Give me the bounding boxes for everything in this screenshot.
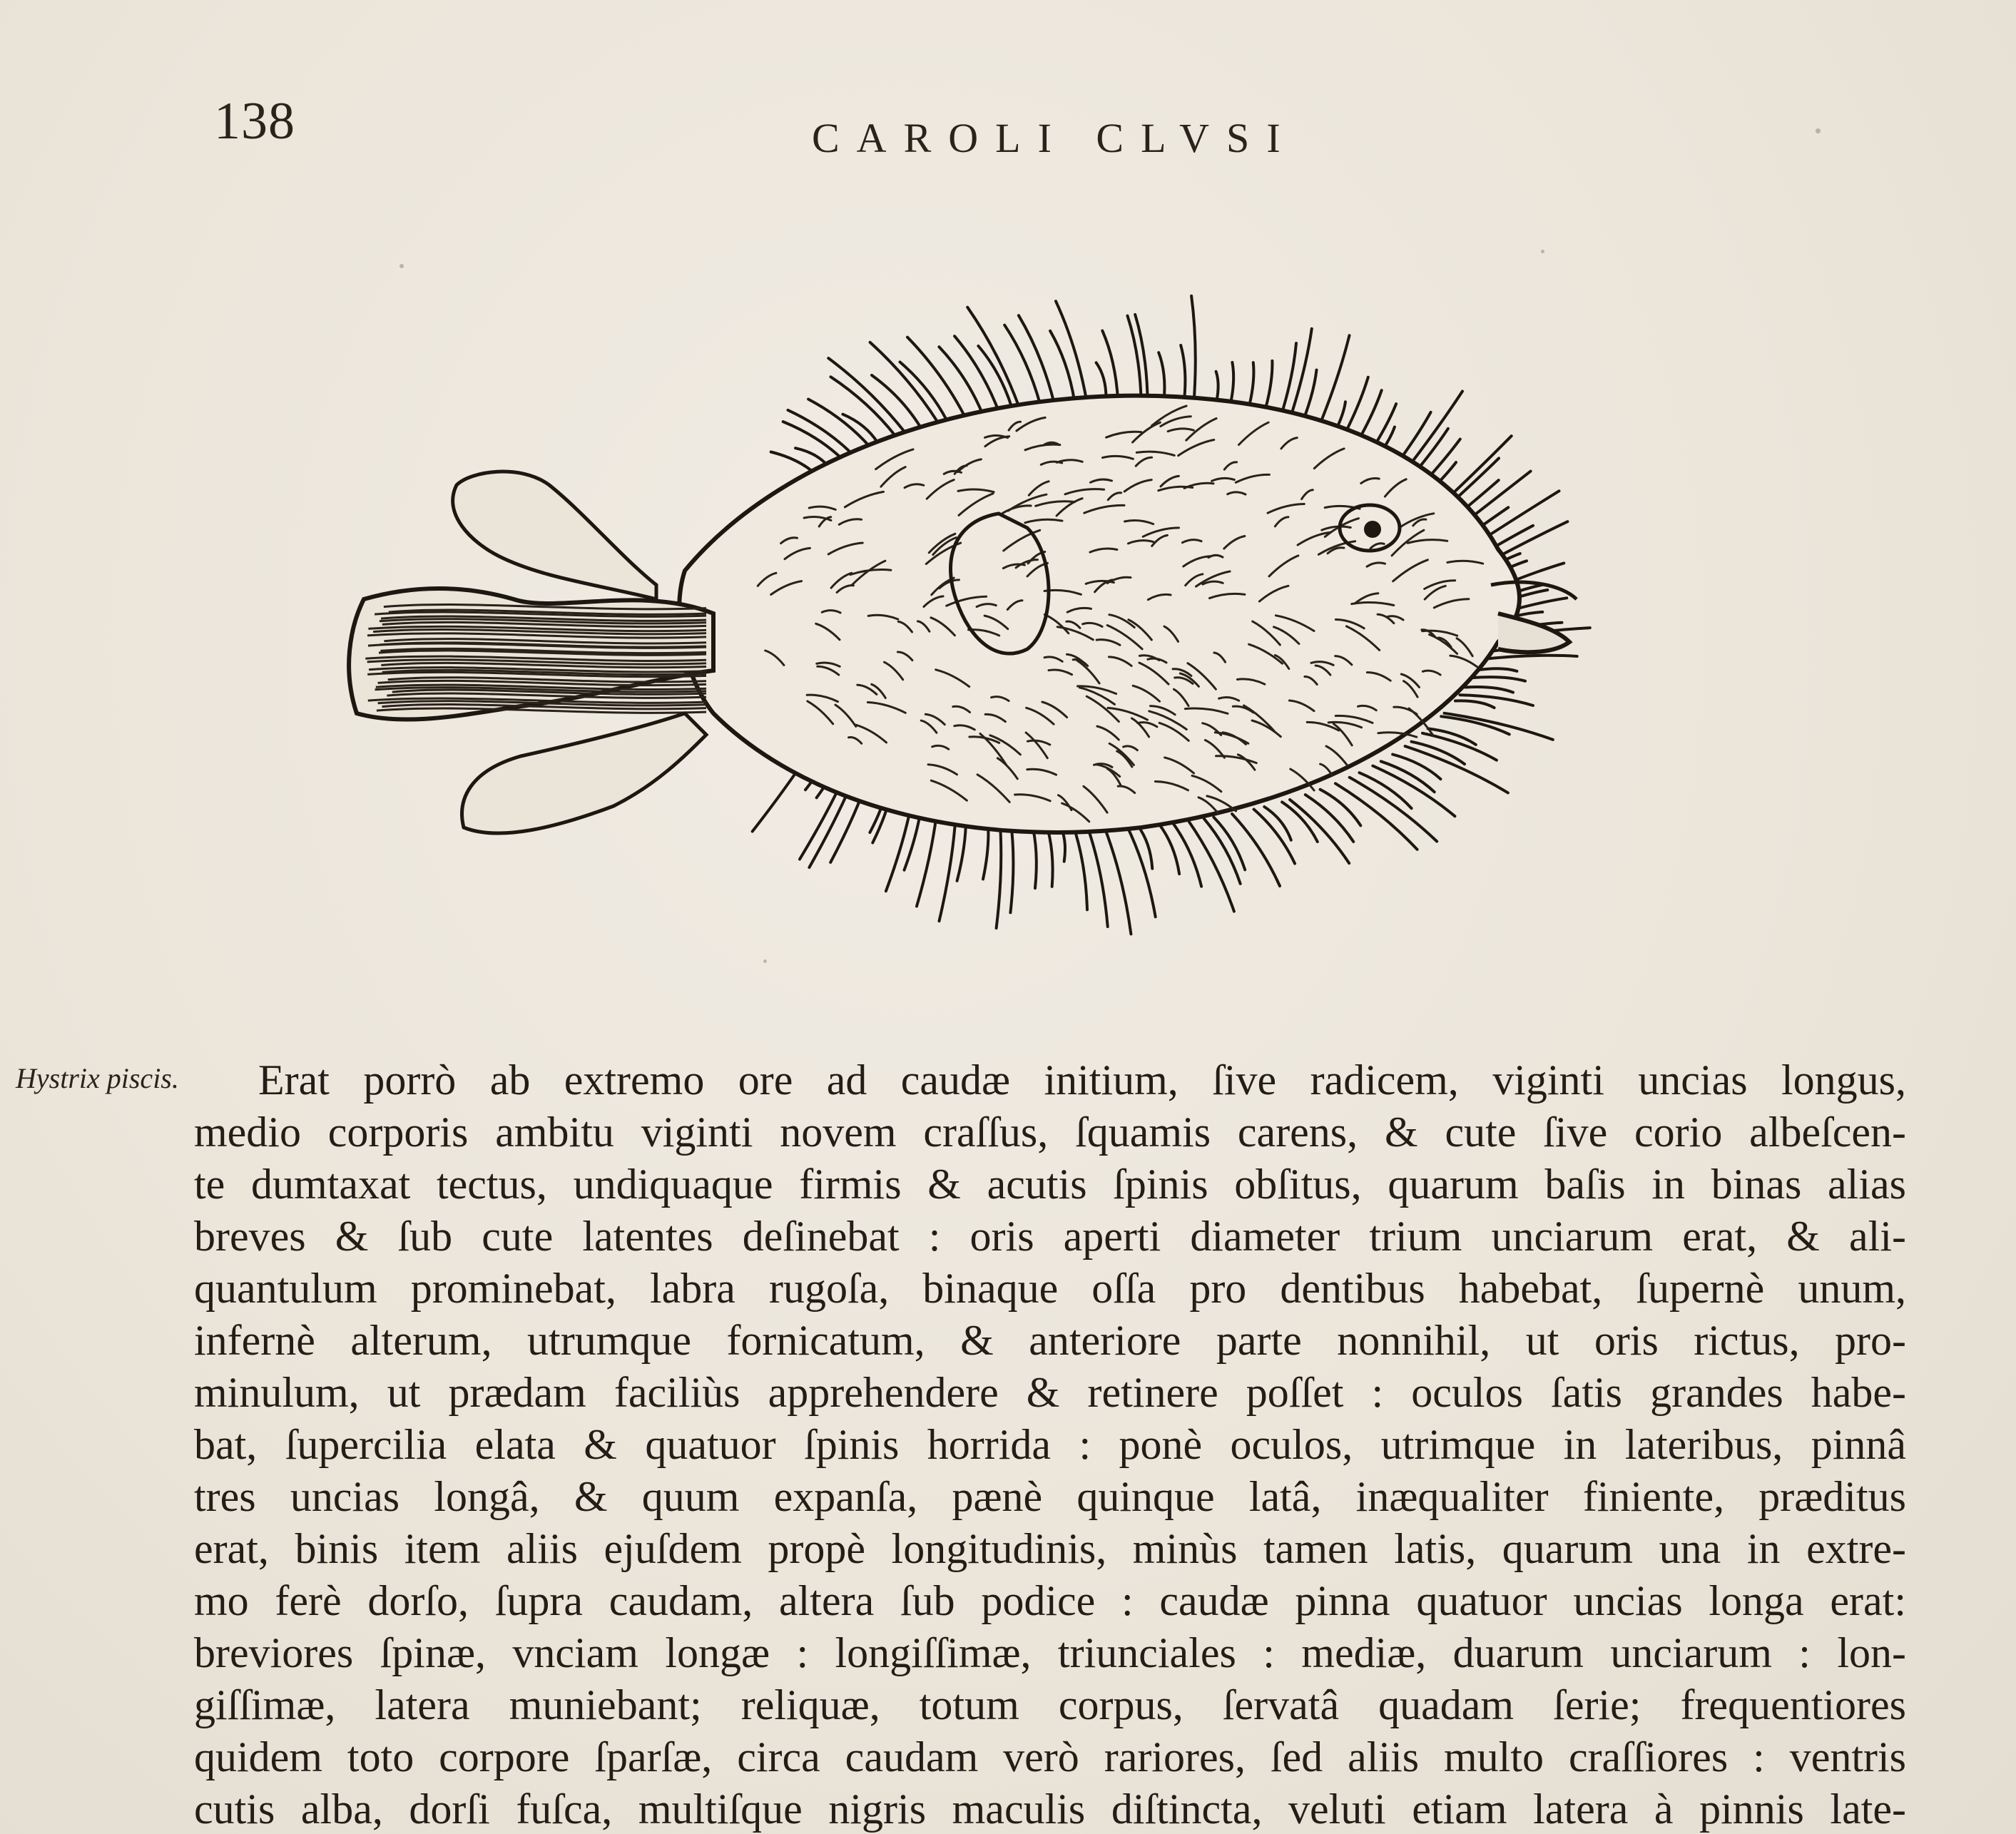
- paper-speck: [1816, 128, 1821, 133]
- text-line: te dumtaxat tectus, undiquaque firmis & acutis ſpinis obſitus, quarum baſis in binas alias: [194, 1161, 1906, 1208]
- text-line: medio corporis ambitu viginti novem craſſus, ſquamis carens, & cute ſive corio albeſcen-: [194, 1109, 1906, 1156]
- fish-spine-stroke: [997, 817, 1002, 928]
- text-line: quantulum prominebat, labra rugoſa, binaque oſſa pro dentibus habebat, ſupernè unum,: [194, 1265, 1906, 1312]
- fish-spine-stroke: [1480, 656, 1577, 660]
- paper-speck: [399, 264, 404, 268]
- fish-spine-stroke: [1159, 824, 1179, 874]
- text-line: infernè alterum, utrumque fornicatum, & anteriore parte nonnihil, ut oris rictus, pro-: [194, 1317, 1906, 1364]
- paper-speck: [1541, 250, 1544, 253]
- fish-spine-stroke: [1004, 325, 1040, 404]
- fish-spine-stroke: [1350, 778, 1437, 842]
- fish-spine-stroke: [1412, 742, 1465, 764]
- paper-speck: [763, 959, 767, 963]
- fish-spine-stroke: [900, 362, 947, 421]
- fish-spine-stroke: [1191, 296, 1196, 407]
- fish-spine-stroke: [1360, 773, 1412, 808]
- text-line: tres uncias longâ, & quum expanſa, pænè quinque latâ, inæqualiter finiente, præditus: [194, 1473, 1906, 1520]
- fish-spine-stroke: [1405, 746, 1508, 793]
- fish-spine-stroke: [1455, 701, 1495, 708]
- text-line: erat, binis item aliis ejuſdem propè longitudinis, minùs tamen latis, quarum una in extre-: [194, 1525, 1906, 1572]
- body-text: [194, 1054, 1906, 1834]
- fish-spine-stroke: [939, 347, 982, 412]
- text-line: breves & ſub cute latentes deſinebat : oris aperti diameter trium unciarum erat, & ali-: [194, 1213, 1906, 1260]
- fish-spine-stroke: [1126, 825, 1155, 917]
- fish-spine-stroke: [1137, 825, 1152, 869]
- text-line: giſſimæ, latera muniebant; reliquæ, totum corpus, ſervatâ quadam ſerie; frequentiores: [194, 1681, 1906, 1728]
- fish-spine-stroke: [1232, 814, 1280, 886]
- text-line: bat, ſupercilia elata & quatuor ſpinis horrida : ponè oculos, utrimque in lateribus, pinnâ: [194, 1421, 1906, 1468]
- fish-spine-stroke: [1471, 677, 1525, 681]
- fish-spine-stroke: [1073, 825, 1087, 910]
- fish-spine-stroke: [1290, 800, 1349, 863]
- text-line: mo ferè dorſo, ſupra caudam, altera ſub podice : caudæ pinna quatuor uncias longa erat:: [194, 1577, 1906, 1624]
- text-line: Erat porrò ab extremo ore ad caudæ initium, ſive radicem, viginti uncias longus,: [258, 1056, 1906, 1104]
- page-number: 138: [214, 92, 295, 151]
- marginal-note: Hystrix piscis.: [16, 1062, 179, 1094]
- fish-spine-stroke: [1465, 687, 1513, 693]
- fish-woodcut-illustration: [285, 214, 1755, 1013]
- fish-spine-stroke: [1373, 766, 1455, 817]
- fish-spine-stroke: [1393, 755, 1440, 780]
- text-line: minulum, ut prædam faciliùs apprehendere & retinere poſſet : oculos ſatis grandes habe-: [194, 1369, 1906, 1416]
- text-line: quidem toto corpore ſparſæ, circa caudam verò rariores, ſed aliis multo craſſiores : ventris: [194, 1733, 1906, 1780]
- text-line: breviores ſpinæ, vnciam longæ : longiſſimæ, triunciales : mediæ, duarum unciarum : lon-: [194, 1629, 1906, 1676]
- fish-spine-stroke: [967, 307, 1019, 407]
- fish-spine-stroke: [1087, 825, 1108, 927]
- running-head: CAROLI CLVSI: [812, 115, 1298, 161]
- text-line: cutis alba, dorſi fuſca, multiſque nigris maculis diſtincta, veluti etiam latera à pinnis late-: [194, 1785, 1906, 1833]
